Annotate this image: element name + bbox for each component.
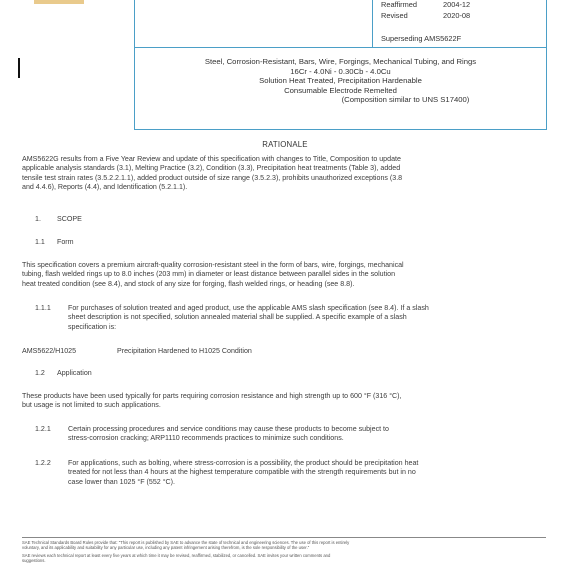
header-horizontal-divider xyxy=(135,47,546,48)
slash-code: AMS5622/H1025 xyxy=(22,347,77,355)
document-title xyxy=(135,57,546,105)
para-1-1-1-line: For purchases of solution treated and aged product, use the applicable AMS slash specification (see 8.4). If a slash xyxy=(68,304,429,312)
rationale-heading: RATIONALE xyxy=(262,140,308,149)
form-heading: Form xyxy=(57,238,74,246)
para-1-2-2-number: 1.2.2 xyxy=(35,459,51,467)
header-vertical-divider xyxy=(372,0,373,47)
rationale-line: and 4.4.6), Reports (4.4), and Identification (5.2.1.1). xyxy=(22,183,188,192)
revised-value: 2020-08 xyxy=(443,11,471,20)
application-paragraph xyxy=(22,392,546,411)
header-box xyxy=(134,0,547,130)
superseding-note: Superseding AMS5622F xyxy=(381,34,462,43)
title-line-3: Solution Heat Treated, Precipitation Hardenable xyxy=(259,76,422,86)
slash-description: Precipitation Hardened to H1025 Condition xyxy=(117,347,252,355)
application-number: 1.2 xyxy=(35,369,45,377)
revised-row xyxy=(381,11,470,20)
title-line-4: Consumable Electrode Remelted xyxy=(284,85,397,95)
para-1-2-2-line: For applications, such as bolting, where stress-corrosion is a possibility, the product should be precipitation heat xyxy=(68,459,419,467)
revised-label: Revised xyxy=(381,11,408,20)
para-1-1-1-number: 1.1.1 xyxy=(35,304,51,312)
form-paragraph xyxy=(22,261,546,289)
title-line-2: 16Cr - 4.0Ni - 0.30Cb - 4.0Cu xyxy=(290,66,391,76)
title-line-5: (Composition similar to UNS S17400) xyxy=(341,95,470,105)
scope-number: 1. xyxy=(35,215,41,223)
application-line: but usage is not limited to such applications. xyxy=(22,401,161,410)
para-1-2-2-line: case lower than 1025 °F (552 °C). xyxy=(68,477,176,486)
application-heading: Application xyxy=(57,369,92,377)
logo-fragment xyxy=(34,0,84,4)
footer-line-1: SAE Technical Standards Board Rules provide that: "This report is published by SAE to advance the state of technical and engineering sciences. The use of this report is entirely xyxy=(22,540,350,545)
form-line: tubing, flash welded rings up to 8.0 inches (203 mm) in diameter or least distance between parallel sides in the solution xyxy=(22,270,396,279)
para-1-2-2 xyxy=(68,459,546,487)
para-1-2-1-line: Certain processing procedures and service conditions may cause these products to become subject to xyxy=(68,425,389,433)
footer-line-4: suggestions. xyxy=(22,558,46,563)
footer-line-3: SAE reviews each technical report at least every five years at which time it may be revised, reaffirmed, stabilized, or cancelled. SAE invites your written comments and xyxy=(22,553,331,558)
application-line: These products have been used typically for parts requiring corrosion resistance and high strength up to 600 °F (316 °C), xyxy=(22,392,402,400)
rationale-line: tensile test strain rates (3.5.2.2.1.1), added product outside of size range (3.5.2.3), prohibits unauthorized exceptions (3.8 xyxy=(22,173,403,182)
rationale-line: applicable analysis standards (3.1), Melting Practice (3.2), Condition (3.3), Precipitation heat treatments (Table 3), added xyxy=(22,164,401,173)
form-number: 1.1 xyxy=(35,238,45,246)
para-1-2-1-number: 1.2.1 xyxy=(35,425,51,433)
reaffirmed-label: Reaffirmed xyxy=(381,0,418,9)
reaffirmed-value: 2004-12 xyxy=(443,0,471,9)
form-line: heat treated condition (see 8.4), and stock of any size for forging, flash welded rings, or heading (see 8.8). xyxy=(22,279,355,288)
title-line-1: Steel, Corrosion-Resistant, Bars, Wire, Forgings, Mechanical Tubing, and Rings xyxy=(204,57,477,66)
para-1-1-1 xyxy=(68,304,546,332)
para-1-2-2-line: treated for not less than 4 hours at the highest temperature compatible with the strength requirements but in no xyxy=(68,468,416,477)
para-1-2-1-line: stress-corrosion cracking; ARP1110 recommends practices to minimize such conditions. xyxy=(68,434,344,443)
footer-line-2: voluntary, and its applicability and suitability for any particular use, including any patent infringement arising therefrom, is the sole responsibility of the user." xyxy=(22,545,310,550)
form-line: This specification covers a premium aircraft-quality corrosion-resistant steel in the form of bars, wire, forgings, mechanical xyxy=(22,261,404,269)
para-1-1-1-line: sheet description is not specified, solution annealed material shall be supplied. A specific example of a slash xyxy=(68,313,407,322)
para-1-1-1-line: specification is: xyxy=(68,322,117,331)
text-cursor xyxy=(18,58,20,78)
scope-heading: SCOPE xyxy=(57,215,82,223)
rationale-paragraph xyxy=(22,155,546,193)
footer-rule xyxy=(22,537,546,538)
rationale-line: AMS5622G results from a Five Year Review and update of this specification with changes to Title, Composition to update xyxy=(22,155,401,163)
para-1-2-1 xyxy=(68,425,546,444)
reaffirmed-row xyxy=(381,0,470,9)
